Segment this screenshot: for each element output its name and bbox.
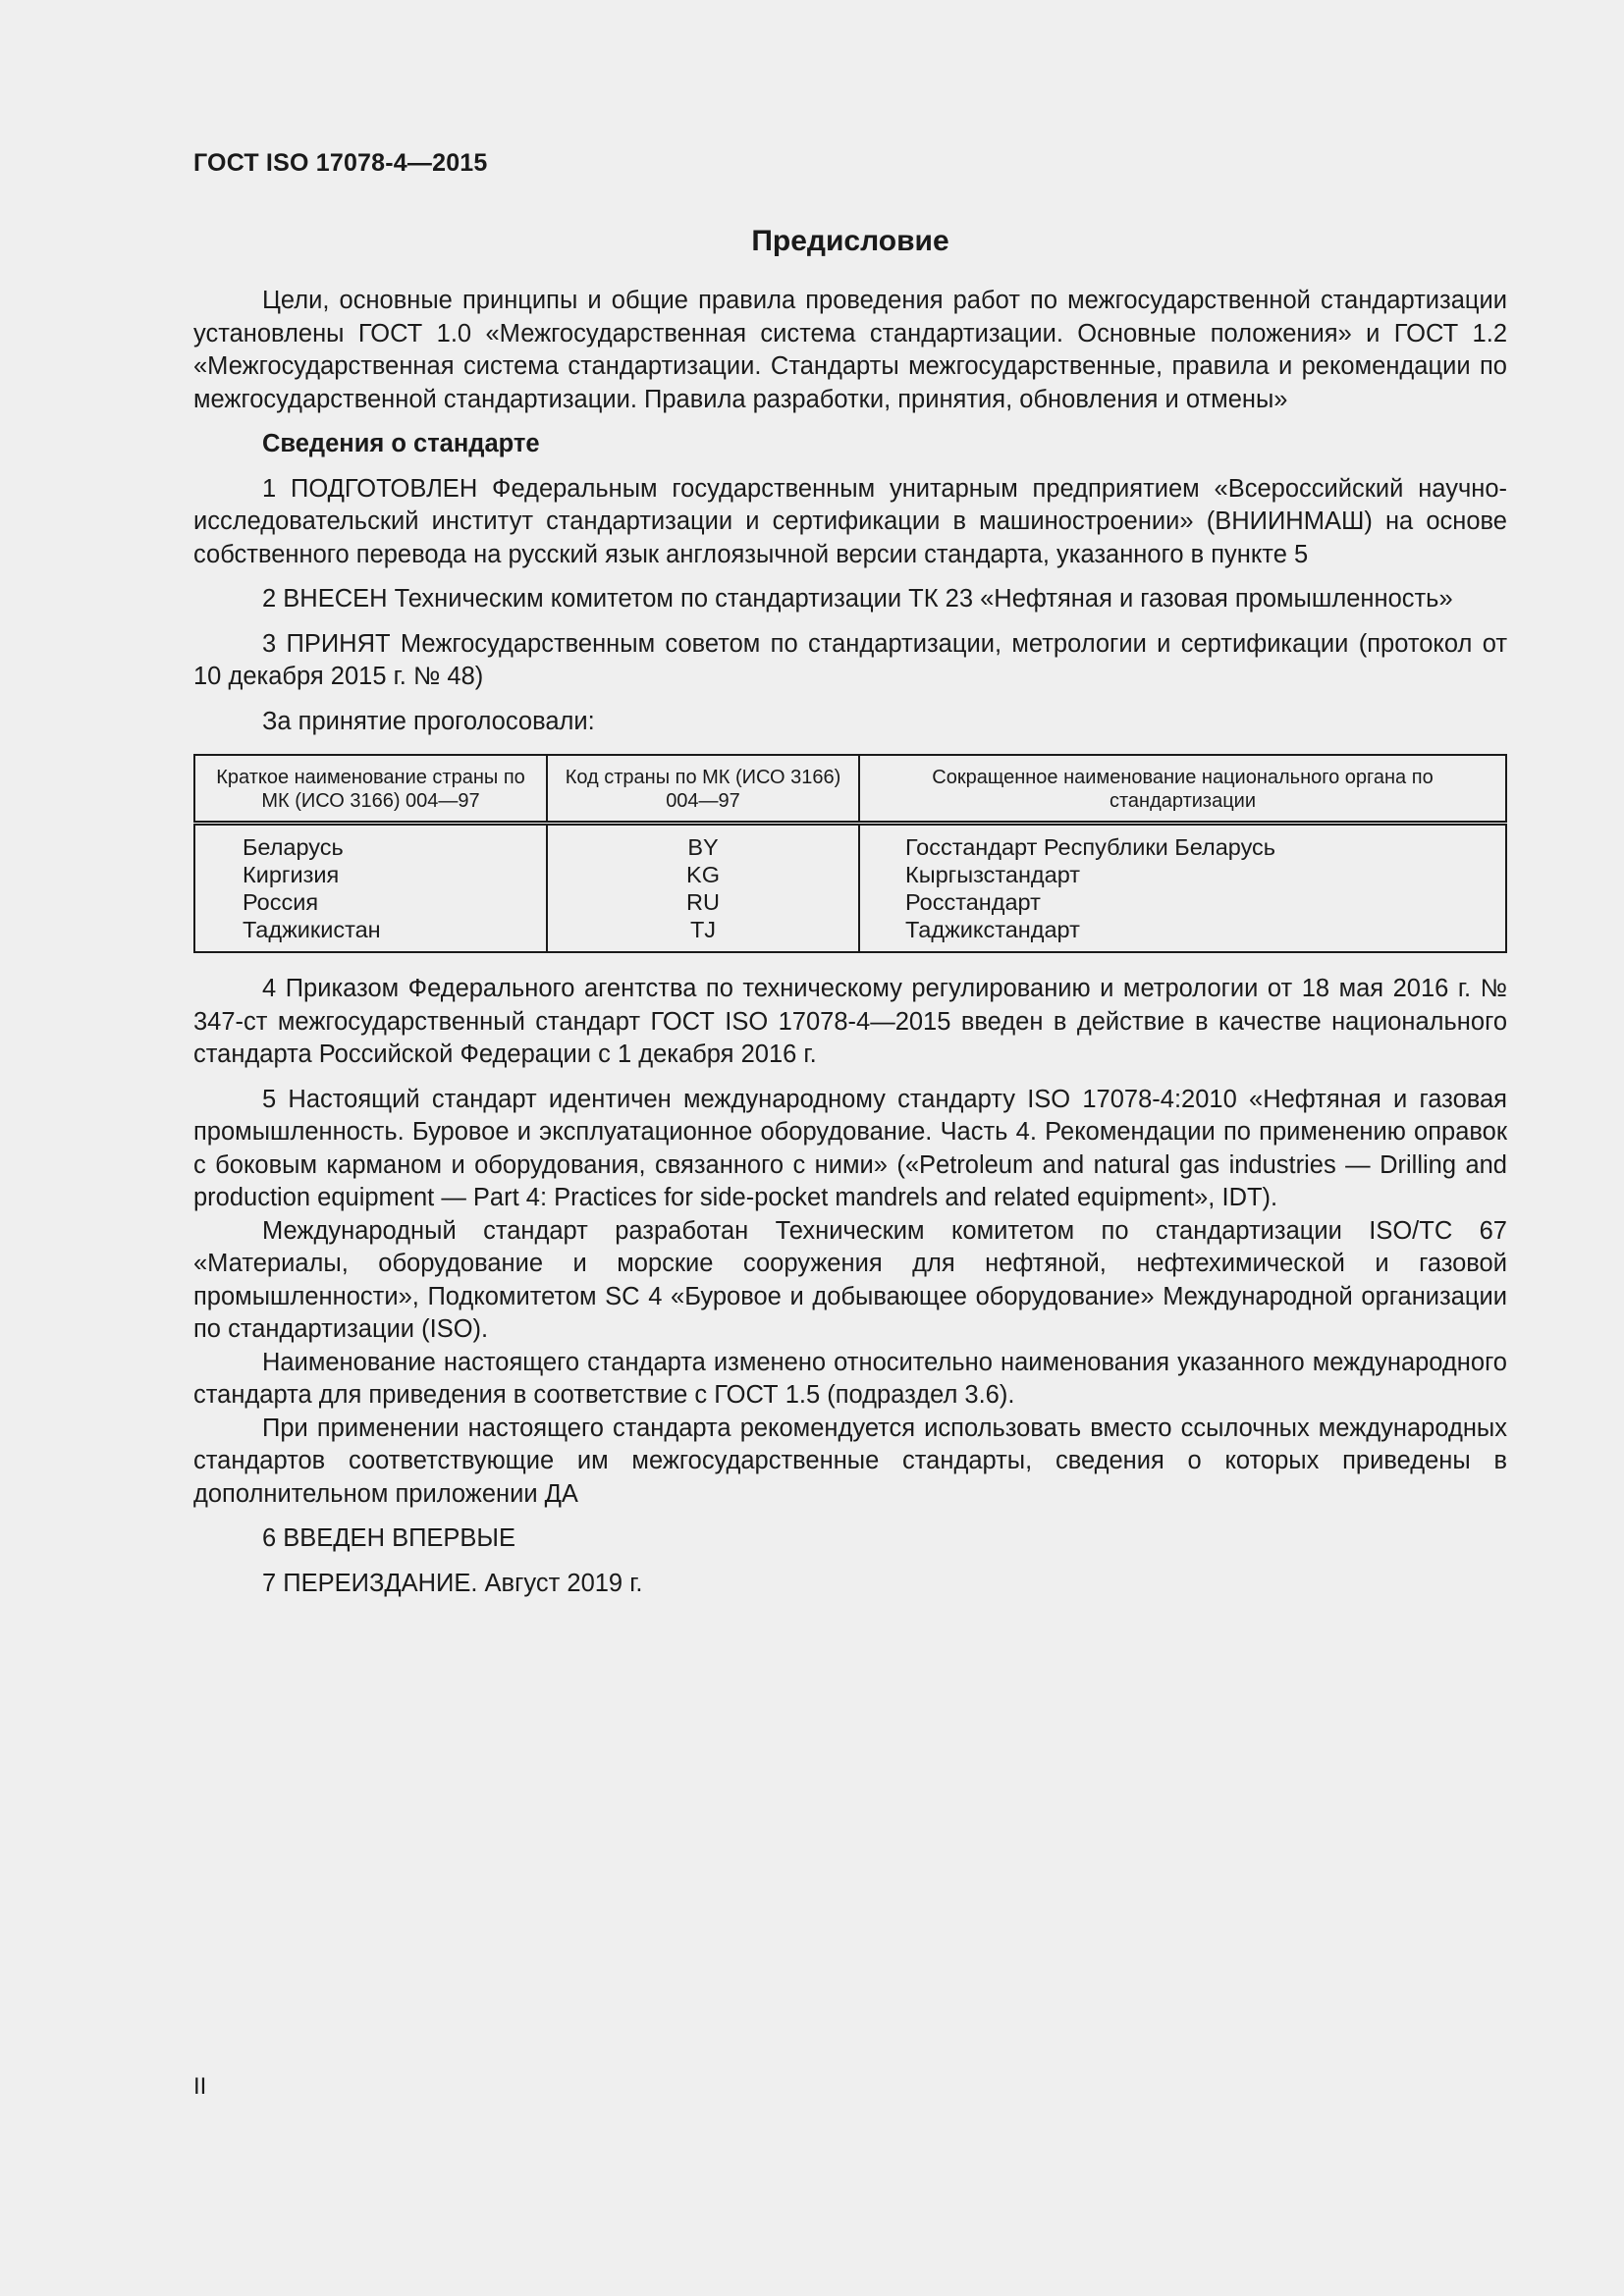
page-number: II: [193, 2073, 207, 2100]
item-2-paragraph: 2 ВНЕСЕН Техническим комитетом по стандартизации ТК 23 «Нефтяная и газовая промышленность»: [262, 585, 1453, 613]
header-national-body: Сокращенное наименование национального органа по стандартизации: [859, 755, 1506, 824]
code-cell: RU: [547, 888, 859, 916]
item-3-paragraph: 3 ПРИНЯТ Межгосударственным советом по стандартизации, метрологии и сертификации (протокол от 10 декабря 2015 г. № 48): [193, 629, 1507, 690]
item-6-paragraph: 6 ВВЕДЕН ВПЕРВЫЕ: [262, 1524, 516, 1552]
body-cell: Таджикстандарт: [859, 916, 1506, 952]
code-cell: KG: [547, 861, 859, 888]
body-cell: Госстандарт Республики Беларусь: [859, 824, 1506, 862]
header-country-code: Код страны по МК (ИСО 3166) 004—97: [547, 755, 859, 824]
voting-table: [193, 754, 1507, 953]
country-cell: Беларусь: [243, 834, 344, 860]
table-row: [194, 888, 1506, 916]
item-5-international-paragraph: Международный стандарт разработан Техническим комитетом по стандартизации ISO/TC 67 «Материалы, оборудование и морские сооружения для нефтяной, нефтехимической и газовой промышленности», Подкомитетом SC 4 «Буровое и добывающее оборудование» Международной организации по стандартизации (ISO).: [193, 1216, 1507, 1343]
standard-info-heading: Сведения о стандарте: [262, 430, 540, 457]
country-cell: Таджикистан: [243, 917, 381, 942]
header-country-name: Краткое наименование страны по МК (ИСО 3166) 004—97: [194, 755, 547, 824]
intro-paragraph: Цели, основные принципы и общие правила проведения работ по межгосударственной стандартизации установлены ГОСТ 1.0 «Межгосударственная система стандартизации. Основные положения» и ГОСТ 1.2 «Межгосударственная система стандартизации. Стандарты межгосударственные, правила и рекомендации по межгосударственной стандартизации. Правила разработки, принятия, обновления и отмены»: [193, 287, 1507, 413]
item-5-references-paragraph: При применении настоящего стандарта рекомендуется использовать вместо ссылочных международных стандартов соответствующие им межгосударственные стандарты, сведения о которых приведены в дополнительном приложении ДА: [193, 1414, 1507, 1508]
preface-section: [193, 222, 1507, 1600]
country-cell: Киргизия: [243, 862, 340, 887]
code-cell: BY: [547, 824, 859, 862]
table-row: [194, 916, 1506, 952]
item-5-name-change-paragraph: Наименование настоящего стандарта изменено относительно наименования указанного международного стандарта для приведения в соответствие с ГОСТ 1.5 (подраздел 3.6).: [193, 1348, 1507, 1409]
item-7-paragraph: 7 ПЕРЕИЗДАНИЕ. Август 2019 г.: [262, 1569, 643, 1597]
page-title: Предисловие: [751, 225, 949, 257]
body-cell: Росстандарт: [859, 888, 1506, 916]
body-cell: Кыргызстандарт: [859, 861, 1506, 888]
document-code-header: ГОСТ ISO 17078-4—2015: [193, 149, 488, 177]
item-1-paragraph: 1 ПОДГОТОВЛЕН Федеральным государственным унитарным предприятием «Всероссийский научно-исследовательский институт стандартизации и сертификации в машиностроении» (ВНИИНМАШ) на основе собственного перевода на русский язык англоязычной версии стандарта, указанного в пункте 5: [193, 474, 1507, 568]
item-5-paragraph: 5 Настоящий стандарт идентичен международному стандарту ISO 17078-4:2010 «Нефтяная и газовая промышленность. Буровое и эксплуатационное оборудование. Часть 4. Рекомендации по применению оправок с боковым карманом и оборудования, связанного с ними» («Petroleum and natural gas industries — Drilling and production equipment — Part 4: Practices for side-pocket mandrels and related equipment», IDT).: [193, 1085, 1507, 1211]
item-4-paragraph: 4 Приказом Федерального агентства по техническому регулированию и метрологии от 18 мая 2016 г. № 347-ст межгосударственный стандарт ГОСТ ISO 17078-4—2015 введен в действие в качестве национального стандарта Российской Федерации с 1 декабря 2016 г.: [193, 975, 1507, 1068]
country-cell: Россия: [243, 889, 319, 915]
code-cell: TJ: [547, 916, 859, 952]
table-row: [194, 824, 1506, 862]
table-header-row: [194, 755, 1506, 824]
voted-label: За принятие проголосовали:: [262, 707, 595, 735]
table-row: [194, 861, 1506, 888]
